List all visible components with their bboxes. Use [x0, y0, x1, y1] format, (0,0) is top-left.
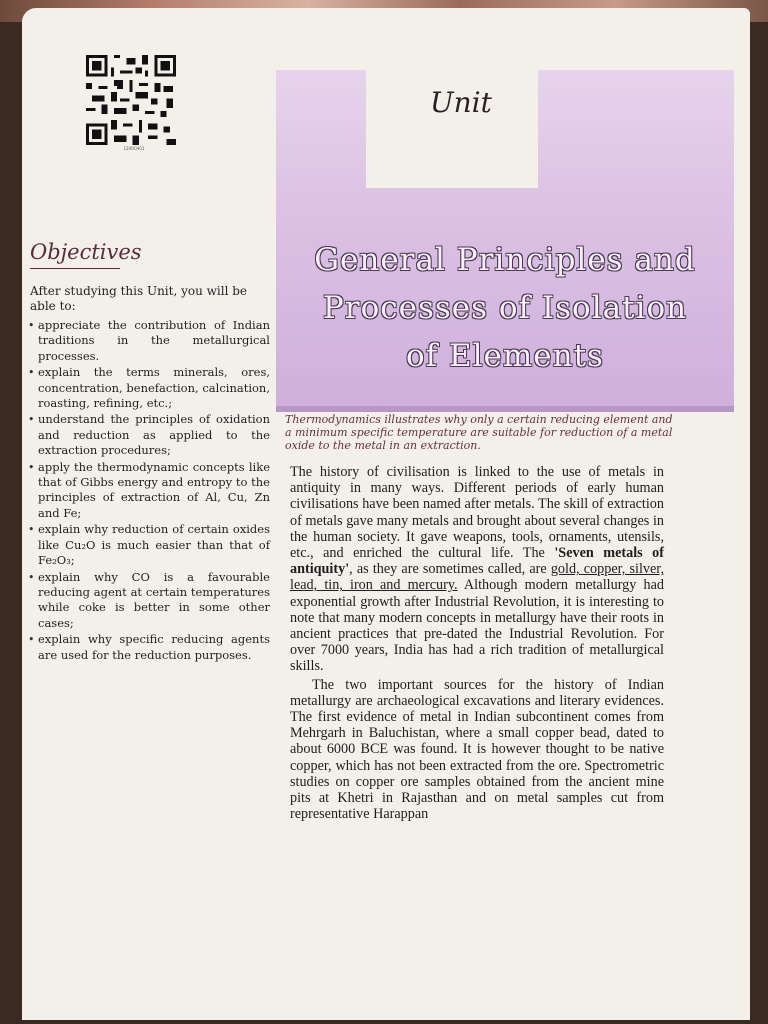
objective-item: • explain why specific reducing agents are used for the reduction purposes. — [38, 632, 270, 663]
paragraph-1-part-b: , as they are sometimes called, are — [349, 561, 551, 578]
objective-item: • explain the terms minerals, ores, concentration, benefaction, calcination, roasting, refining, etc.; — [38, 365, 270, 411]
objectives-heading: Objectives — [30, 240, 142, 264]
chapter-title — [290, 236, 720, 380]
paragraph-1-part-c: Although modern metallurgy had exponential growth after Industrial Revolution, it is interesting to note that many modern concepts in metallurgy have their roots in ancient practices that pre-dated the Industrial Revolution. For over 7000 years, India has had a rich tradition of metallurgical skills. — [290, 577, 664, 675]
qr-code-caption: 1200CH01 — [123, 146, 145, 151]
paragraph-1 — [290, 464, 664, 675]
banner-divider — [276, 406, 734, 412]
objectives-list — [38, 318, 270, 664]
objective-item: • appreciate the contribution of Indian traditions in the metallurgical processes. — [38, 318, 270, 364]
objective-item: • explain why reduction of certain oxides like Cu₂O is much easier than that of Fe₂O₃; — [38, 522, 270, 568]
objective-item: • apply the thermodynamic concepts like that of Gibbs energy and entropy to the principles of extraction of Al, Cu, Zn and Fe; — [38, 460, 270, 522]
objectives-intro: After studying this Unit, you will be able to: — [30, 284, 248, 313]
metals-list: gold, copper, silver, lead, tin, iron and mercury. — [290, 561, 664, 594]
unit-label: Unit — [430, 86, 492, 119]
chapter-title-line-2: Processes of Isolation — [322, 290, 688, 326]
objectives-underline — [30, 268, 120, 269]
chapter-caption: Thermodynamics illustrates why only a certain reducing element and a minimum specific temperature are suitable for reduction of a metal oxide to the metal in an extraction. — [285, 413, 673, 452]
seven-metals-term: 'Seven metals of antiquity' — [290, 545, 664, 578]
body-text — [290, 464, 664, 822]
paragraph-1-part-a: The history of civilisation is linked to the use of metals in antiquity in many ways. Different periods of early human civilisations have been named after metals. The skill of extraction of metals gave many metals and brought about several changes in the human society. It gave weapons, tools, ornaments, utensils, etc., and enriched the cultural life. The — [290, 464, 664, 562]
qr-code-icon — [86, 55, 176, 145]
objective-item: • understand the principles of oxidation and reduction as applied to the extraction procedures; — [38, 412, 270, 458]
chapter-title-line-1: General Principles and — [314, 242, 696, 278]
objective-item: • explain why CO is a favourable reducing agent at certain temperatures while coke is better in some other cases; — [38, 570, 270, 632]
chapter-title-line-3: of Elements — [406, 338, 604, 374]
paragraph-2: The two important sources for the history of Indian metallurgy are archaeological excavations and literary evidences. The first evidence of metal in Indian subcontinent comes from Mehrgarh in Baluchistan, where a small copper bead, dated to about 6000 BCE was found. It is however thought to be native copper, which has not been extracted from the ore. Spectrometric studies on copper ore samples obtained from the ancient mine pits at Khetri in Rajasthan and on metal samples cut from representative Harappan — [290, 676, 664, 823]
